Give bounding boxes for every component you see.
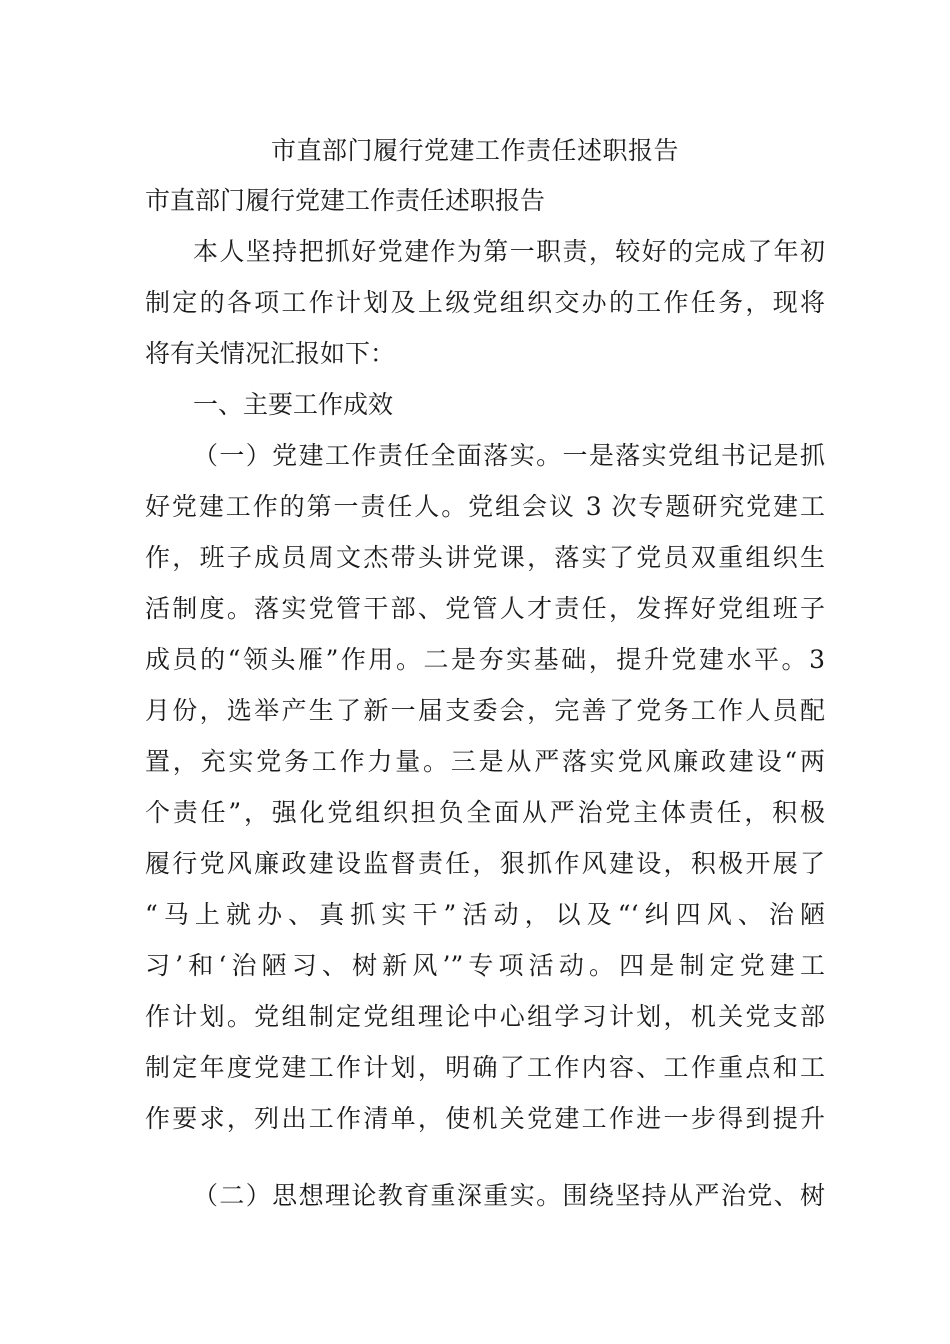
paragraph-line: 成员的“领头雁”作用。二是夯实基础，提升党建水平。3	[145, 645, 825, 674]
paragraph-line: 作要求，列出工作清单，使机关党建工作进一步得到提升	[145, 1104, 825, 1133]
paragraph-line: 制定年度党建工作计划，明确了工作内容、工作重点和工	[145, 1053, 825, 1082]
paragraph-line: 履行党风廉政建设监督责任，狠抓作风建设，积极开展了	[145, 849, 825, 878]
paragraph-line: 活制度。落实党管干部、党管人才责任，发挥好党组班子	[145, 594, 825, 623]
paragraph-line: 作计划。党组制定党组理论中心组学习计划，机关党支部	[145, 1002, 825, 1031]
paragraph-line: “马上就办、真抓实干”活动，以及“‘纠四风、治陋	[145, 900, 825, 929]
paragraph-line: （二）思想理论教育重深重实。围绕坚持从严治党、树	[193, 1181, 825, 1210]
paragraph-line: 制定的各项工作计划及上级党组织交办的工作任务，现将	[145, 288, 825, 317]
document-subtitle: 市直部门履行党建工作责任述职报告	[145, 186, 546, 215]
paragraph-line: 置，充实党务工作力量。三是从严落实党风廉政建设“两	[145, 747, 825, 776]
paragraph-line: 作，班子成员周文杰带头讲党课，落实了党员双重组织生	[145, 543, 825, 572]
paragraph-line: 月份，选举产生了新一届支委会，完善了党务工作人员配	[145, 696, 825, 725]
paragraph-line: 将有关情况汇报如下：	[145, 339, 396, 368]
paragraph-line: 习’和‘治陋习、树新风’”专项活动。四是制定党建工	[145, 951, 825, 980]
section-heading: 一、主要工作成效	[193, 390, 394, 419]
paragraph-line: （一）党建工作责任全面落实。一是落实党组书记是抓	[193, 441, 825, 470]
paragraph-line: 个责任”，强化党组织担负全面从严治党主体责任，积极	[145, 798, 825, 827]
document-title: 市直部门履行党建工作责任述职报告	[270, 136, 679, 165]
paragraph-line: 好党建工作的第一责任人。党组会议 3 次专题研究党建工	[145, 492, 825, 521]
paragraph-line: 本人坚持把抓好党建作为第一职责，较好的完成了年初	[193, 237, 825, 266]
